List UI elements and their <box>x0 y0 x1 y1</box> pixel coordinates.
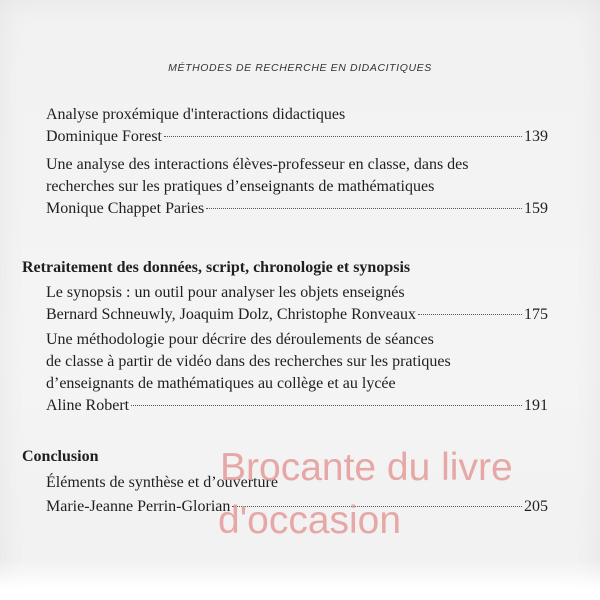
toc-entry-robert <box>46 329 548 417</box>
section-title-conclusion: Conclusion <box>22 448 99 465</box>
leader-dots <box>131 404 522 406</box>
entry-title-line: Une analyse des interactions élèves-professeur en classe, dans des <box>46 156 469 173</box>
watermark-line-1: Brocante du livre <box>220 446 513 489</box>
entry-author-line <box>46 198 548 220</box>
entry-title-line: Le synopsis : un outil pour analyser les objets enseignés <box>46 284 405 301</box>
leader-dots <box>206 207 522 209</box>
running-header: MÉTHODES DE RECHERCHE EN DIDACITIQUES <box>168 62 432 74</box>
entry-title-line: d’enseignants de mathématiques au collège et au lycée <box>46 375 396 392</box>
entry-author: Bernard Schneuwly, Joaquim Dolz, Christophe Ronveaux <box>46 306 417 323</box>
entry-author-line <box>46 395 548 417</box>
entry-author: Monique Chappet Paries <box>46 200 205 217</box>
toc-entry-chappet <box>46 154 548 220</box>
toc-entry-forest <box>46 104 548 148</box>
entry-author: Aline Robert <box>46 397 130 414</box>
entry-page-number: 175 <box>524 306 548 323</box>
entry-title-line: recherches sur les pratiques d’enseignants de mathématiques <box>46 178 435 195</box>
entry-author-line <box>46 304 548 326</box>
entry-title-line: Une méthodologie pour décrire des déroulements de séances <box>46 331 434 348</box>
entry-page-number: 205 <box>524 498 548 515</box>
watermark-line-2: d'occasion <box>218 499 402 542</box>
entry-title-line: de classe à partir de vidéo dans des recherches sur les pratiques <box>46 353 451 370</box>
leader-dots <box>164 135 522 137</box>
section-title-retraitement: Retraitement des données, script, chronologie et synopsis <box>22 259 411 276</box>
page-bottom-edge <box>0 560 600 600</box>
entry-title-line: Analyse proxémique d'interactions didactiques <box>46 106 346 123</box>
entry-page-number: 191 <box>524 397 548 414</box>
entry-author: Marie-Jeanne Perrin-Glorian <box>46 498 231 515</box>
entry-author-line <box>46 126 548 148</box>
entry-page-number: 139 <box>524 128 548 145</box>
entry-author: Dominique Forest <box>46 128 162 145</box>
entry-title-line: Éléments de synthèse et d’ouverture <box>46 474 278 491</box>
leader-dots <box>418 313 522 315</box>
toc-entry-schneuwly <box>46 282 548 326</box>
entry-page-number: 159 <box>524 200 548 217</box>
